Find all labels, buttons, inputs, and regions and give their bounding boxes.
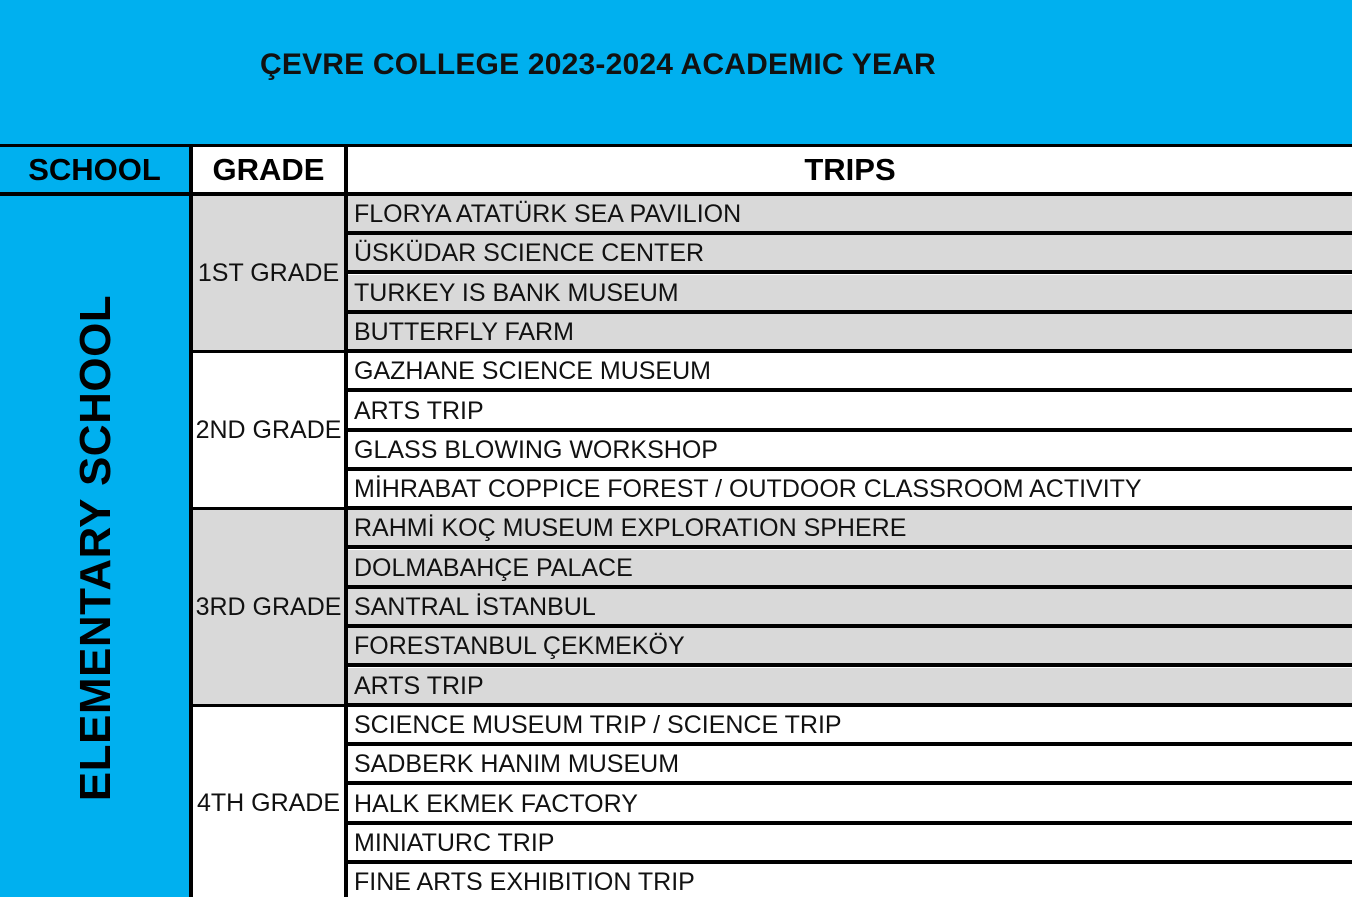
trip-row: FORESTANBUL ÇEKMEKÖY	[348, 628, 1352, 667]
header-trips: TRIPS	[348, 144, 1352, 196]
trip-row: FINE ARTS EXHIBITION TRIP	[348, 864, 1352, 897]
trip-row: ARTS TRIP	[348, 393, 1352, 432]
trip-row: GAZHANE SCIENCE MUSEUM	[348, 353, 1352, 392]
page-title: ÇEVRE COLLEGE 2023-2024 ACADEMIC YEAR	[260, 48, 936, 81]
trip-row: BUTTERFLY FARM	[348, 314, 1352, 353]
header-school: SCHOOL	[0, 144, 193, 196]
trip-row: FLORYA ATATÜRK SEA PAVILION	[348, 196, 1352, 235]
title-banner	[0, 0, 1352, 144]
header-grade: GRADE	[193, 144, 348, 196]
trip-row: MINIATURC TRIP	[348, 825, 1352, 864]
trip-row: SADBERK HANIM MUSEUM	[348, 746, 1352, 785]
trip-row: GLASS BLOWING WORKSHOP	[348, 432, 1352, 471]
grade-cell: 3RD GRADE	[193, 510, 348, 707]
grade-cell: 1ST GRADE	[193, 196, 348, 353]
school-name: ELEMENTARY SCHOOL	[71, 294, 120, 802]
trip-row: RAHMİ KOÇ MUSEUM EXPLORATION SPHERE	[348, 510, 1352, 549]
grade-cell: 4TH GRADE	[193, 707, 348, 897]
grade-cell: 2ND GRADE	[193, 353, 348, 510]
trip-row: HALK EKMEK FACTORY	[348, 786, 1352, 825]
trip-row: SANTRAL İSTANBUL	[348, 589, 1352, 628]
trip-row: DOLMABAHÇE PALACE	[348, 550, 1352, 589]
trip-row: MİHRABAT COPPICE FOREST / OUTDOOR CLASSROOM ACTIVITY	[348, 471, 1352, 510]
trip-row: ÜSKÜDAR SCIENCE CENTER	[348, 235, 1352, 274]
trip-row: SCIENCE MUSEUM TRIP / SCIENCE TRIP	[348, 707, 1352, 746]
trip-row: ARTS TRIP	[348, 668, 1352, 707]
trip-row: TURKEY IS BANK MUSEUM	[348, 275, 1352, 314]
